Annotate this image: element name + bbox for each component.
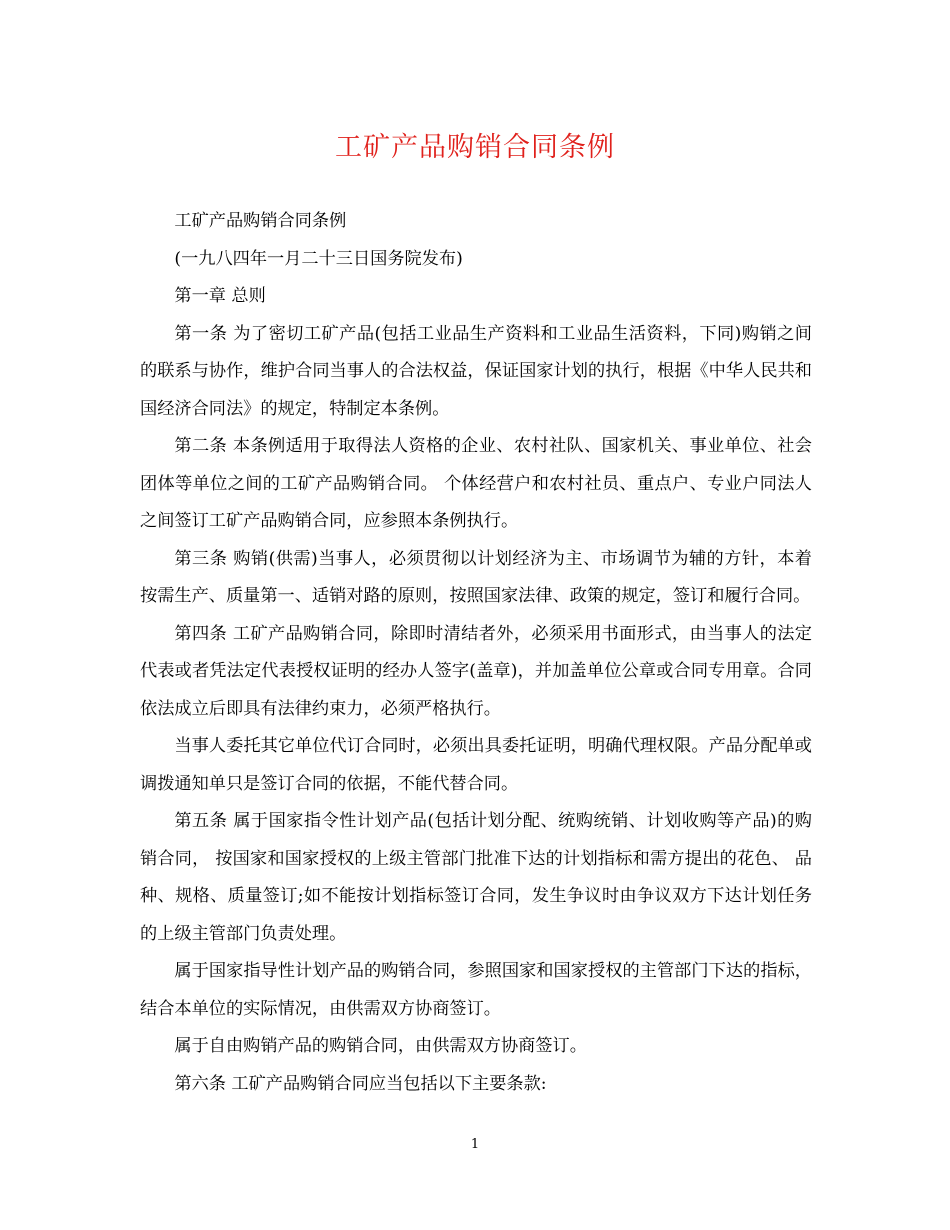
page-number: 1 — [470, 1137, 480, 1152]
article-5: 第五条 属于国家指令性计划产品(包括计划分配、统购统销、计划收购等产品)的购销合同， 按国家和国家授权的上级主管部门批准下达的计划指标和需方提出的花色、 品种、规格、质量签订;如不能按计划指标签订合同，发生争议时由争议双方下达计划任务的上级主管部门负责处理。 — [140, 811, 812, 944]
article-5-guidance: 属于国家指导性计划产品的购销合同，参照国家和国家授权的主管部门下达的指标，结合本单位的实际情况，由供需双方协商签订。 — [140, 961, 812, 1019]
article-4: 第四条 工矿产品购销合同，除即时清结者外，必须采用书面形式，由当事人的法定代表或者凭法定代表授权证明的经办人签字(盖章)，并加盖单位公章或合同专用章。合同依法成立后即具有法律约束力，必须严格执行。 — [140, 623, 812, 719]
article-2: 第二条 本条例适用于取得法人资格的企业、农村社队、国家机关、事业单位、社会团体等单位之间的工矿产品购销合同。 个体经营户和农村社员、重点户、专业户同法人之间签订工矿产品购销合同，应参照本条例执行。 — [140, 436, 812, 531]
paragraph-subtitle: 工矿产品购销合同条例 — [174, 211, 347, 231]
article-4-continued: 当事人委托其它单位代订合同时，必须出具委托证明，明确代理权限。产品分配单或调拨通知单只是签订合同的依据，不能代替合同。 — [140, 736, 812, 794]
paragraph-issue-date: (一九八四年一月二十三日国务院发布) — [174, 248, 463, 269]
article-6: 第六条 工矿产品购销合同应当包括以下主要条款: — [174, 1073, 547, 1094]
article-3: 第三条 购销(供需)当事人，必须贯彻以计划经济为主、市场调节为辅的方针，本着按需生产、质量第一、适销对路的原则，按照国家法律、政策的规定，签订和履行合同。 — [140, 548, 812, 606]
article-5-free-trade: 属于自由购销产品的购销合同，由供需双方协商签订。 — [174, 1036, 587, 1056]
document-title: 工矿产品购销合同条例 — [335, 132, 615, 163]
article-1: 第一条 为了密切工矿产品(包括工业品生产资料和工业品生活资料，下同)购销之间的联系与协作，维护合同当事人的合法权益，保证国家计划的执行，根据《中华人民共和国经济合同法》的规定，特制定本条例。 — [140, 323, 812, 419]
document-body — [140, 203, 812, 1103]
chapter-heading: 第一章 总则 — [174, 286, 266, 306]
